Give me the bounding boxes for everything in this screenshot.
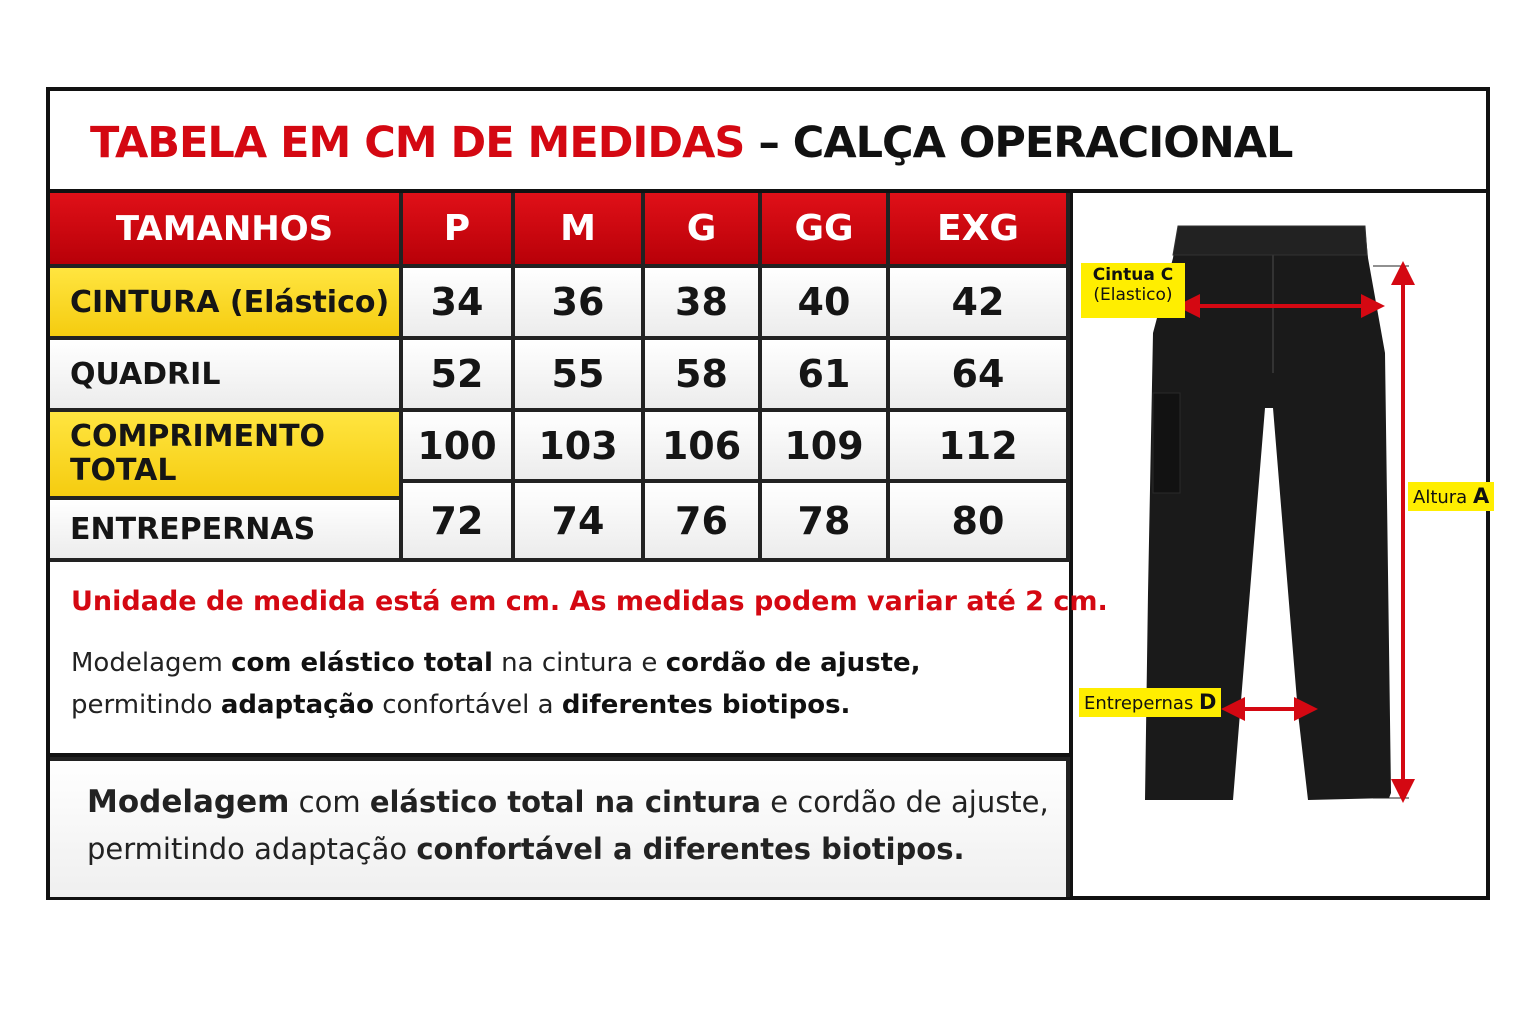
description-box-line-1: Modelagem com elástico total na cintura e cordão de ajuste, [87, 784, 1049, 820]
size-header: P [403, 193, 515, 268]
size-value: 36 [515, 268, 645, 340]
size-value: 109 [762, 412, 890, 483]
size-value: 42 [890, 268, 1070, 340]
size-value: 38 [645, 268, 762, 340]
description-line-1: Modelagem com elástico total na cintura e cordão de ajuste, [71, 648, 921, 678]
description-box-line-2: permitindo adaptação confortável a diferentes biotipos. [87, 832, 965, 866]
page-title [90, 118, 1292, 168]
size-value: 74 [515, 483, 645, 562]
title-red: TABELA EM CM DE MEDIDAS [90, 118, 745, 168]
description-box [50, 757, 1070, 897]
size-header: M [515, 193, 645, 268]
size-value: 55 [515, 340, 645, 412]
size-value: 64 [890, 340, 1070, 412]
size-value: 112 [890, 412, 1070, 483]
row-label: COMPRIMENTO TOTAL [50, 412, 403, 500]
entrepernas-label: Entrepernas D [1079, 688, 1221, 717]
size-header: EXG [890, 193, 1070, 268]
size-value: 52 [403, 340, 515, 412]
cintura-label: Cintua C (Elastico) [1081, 263, 1185, 318]
unit-warning: Unidade de medida está em cm. As medidas podem variar até 2 cm. [71, 586, 1108, 617]
title-black: – CALÇA OPERACIONAL [744, 118, 1293, 168]
altura-label: Altura A [1408, 482, 1494, 511]
description-line-2: permitindo adaptação confortável a diferentes biotipos. [71, 690, 851, 720]
size-value: 76 [645, 483, 762, 562]
row-label: CINTURA (Elástico) [50, 268, 403, 340]
size-value: 100 [403, 412, 515, 483]
size-value: 103 [515, 412, 645, 483]
size-value: 78 [762, 483, 890, 562]
size-value: 58 [645, 340, 762, 412]
row-label: QUADRIL [50, 340, 403, 412]
size-value: 80 [890, 483, 1070, 562]
size-header: GG [762, 193, 890, 268]
sizes-header: TAMANHOS [50, 193, 403, 268]
size-header: G [645, 193, 762, 268]
size-value: 106 [645, 412, 762, 483]
row-label: ENTREPERNAS [50, 500, 403, 562]
size-value: 72 [403, 483, 515, 562]
size-value: 61 [762, 340, 890, 412]
size-value: 40 [762, 268, 890, 340]
size-value: 34 [403, 268, 515, 340]
